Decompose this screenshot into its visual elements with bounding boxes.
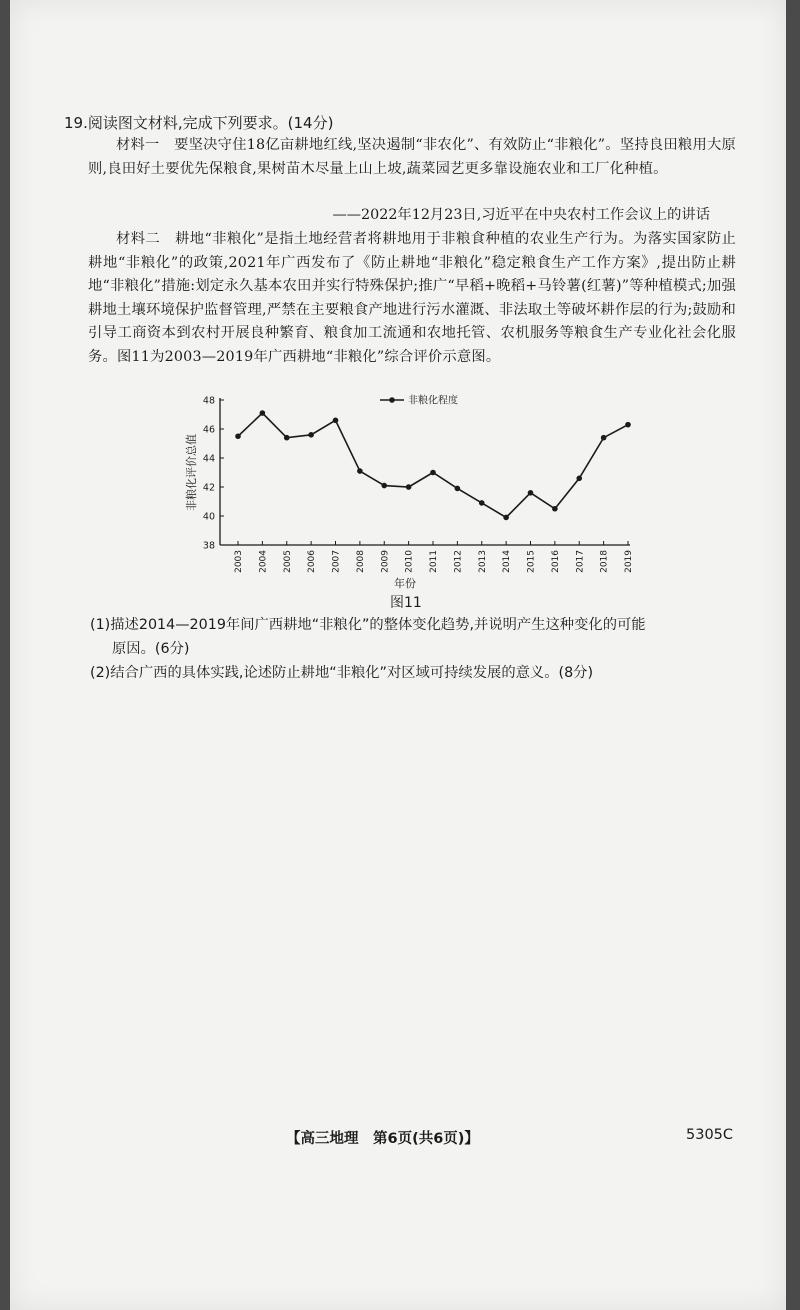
data-point — [430, 470, 436, 476]
x-tick-label: 2007 — [331, 550, 342, 573]
y-tick-label: 38 — [202, 540, 215, 552]
data-point — [528, 490, 534, 496]
data-point — [235, 433, 241, 439]
data-point — [308, 432, 314, 438]
data-point — [406, 484, 412, 490]
x-tick-label: 2003 — [234, 550, 244, 573]
y-tick-label: 44 — [202, 453, 215, 465]
legend-marker — [389, 397, 395, 403]
data-point — [479, 500, 485, 506]
data-point — [503, 515, 509, 521]
x-tick-label: 2015 — [526, 550, 537, 573]
material-one-source: ——2022年12月23日,习近平在中央农村工作会议上的讲话 — [332, 207, 710, 223]
x-axis-label: 年份 — [394, 577, 416, 590]
x-tick-label: 2010 — [404, 550, 415, 573]
data-point — [333, 418, 339, 424]
page-footer: 【高三地理 第6页(共6页)】 — [286, 1131, 479, 1147]
x-tick-label: 2004 — [258, 550, 269, 573]
sub-question-1-line1: (1)描述2014—2019年间广西耕地“非粮化”的整体变化趋势,并说明产生这种变化的可能 — [90, 617, 646, 633]
figure-caption: 图11 — [390, 595, 422, 611]
sub-question-2: (2)结合广西的具体实践,论述防止耕地“非粮化”对区域可持续发展的意义。(8分) — [90, 665, 594, 681]
data-point — [357, 468, 363, 474]
data-point — [552, 506, 558, 512]
data-point — [284, 435, 290, 441]
data-point — [381, 483, 387, 489]
y-tick-label: 40 — [202, 511, 215, 523]
material-one: 材料一 要坚决守住18亿亩耕地红线,坚决遏制“非农化”、有效防止“非粮化”。坚持良田粮用大原则,良田好土要优先保粮食,果树苗木尽量上山上坡,蔬菜园艺更多靠设施农业和工厂化种植。 — [88, 137, 736, 177]
series-line — [238, 413, 628, 517]
material-two: 材料二 耕地“非粮化”是指土地经营者将耕地用于非粮食种植的农业生产行为。为落实国家防止耕地“非粮化”的政策,2021年广西发布了《防止耕地“非粮化”稳定粮食生产工作方案》,提出防止耕地“非粮化”措施:划定永久基本农田并实行特殊保护;推广“早稻+晚稻+马铃薯(红薯)”等种植模式;加强耕地土壤环境保护监督管理,严禁在主要粮食产地进行污水灌溉、非法取土等破坏耕作层的行为;鼓励和引导工商资本到农村开展良种繁育、粮食加工流通和农地托管、农机服务等粮食生产专业化社会化服务。图11为2003—2019年广西耕地“非粮化”综合评价示意图。 — [88, 231, 736, 365]
x-tick-label: 2019 — [624, 550, 634, 573]
data-point — [601, 435, 607, 441]
y-tick-label: 46 — [202, 424, 215, 436]
paper-code: 5305C — [686, 1127, 734, 1143]
figure-11-line-chart — [180, 390, 650, 590]
y-axis-label: 非粮化评价总值 — [185, 434, 198, 511]
question-header: 19.阅读图文材料,完成下列要求。(14分) — [64, 114, 334, 132]
y-tick-label: 42 — [202, 482, 215, 494]
x-tick-label: 2012 — [453, 550, 464, 573]
y-tick-label: 48 — [202, 395, 215, 407]
x-tick-label: 2005 — [282, 550, 293, 573]
x-tick-label: 2017 — [575, 550, 586, 573]
x-tick-label: 2013 — [477, 550, 488, 573]
x-tick-label: 2006 — [307, 550, 318, 573]
x-tick-label: 2014 — [502, 550, 513, 573]
legend-label: 非粮化程度 — [408, 395, 458, 407]
data-point — [576, 476, 582, 482]
exam-page — [10, 0, 786, 1310]
x-tick-label: 2009 — [380, 550, 391, 573]
data-point — [455, 486, 461, 492]
data-point — [625, 422, 631, 428]
x-tick-label: 2016 — [550, 550, 561, 573]
sub-question-1-line2: 原因。(6分) — [112, 640, 190, 657]
x-tick-label: 2018 — [599, 550, 610, 573]
data-point — [260, 410, 266, 416]
x-tick-label: 2008 — [355, 550, 366, 573]
sub-question-1 — [90, 614, 740, 661]
x-tick-label: 2011 — [429, 550, 439, 573]
